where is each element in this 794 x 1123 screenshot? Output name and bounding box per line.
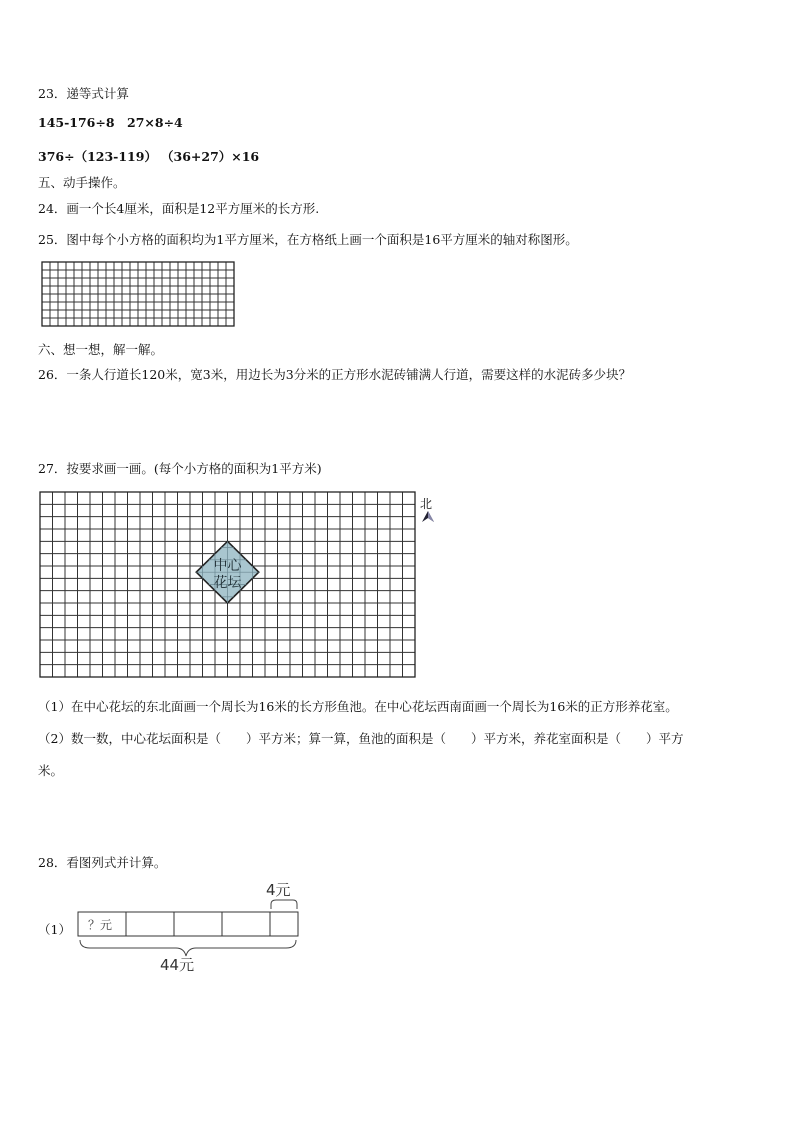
q23-title: 23．递等式计算 bbox=[38, 86, 129, 101]
section-5-heading: 五、动手操作。 bbox=[38, 175, 126, 190]
q27-title: 27．按要求画一画。(每个小方格的面积为1平方米) bbox=[38, 461, 322, 476]
north-arrow-icon bbox=[421, 511, 435, 523]
flowerbed-label-line-1: 中心 bbox=[213, 558, 242, 575]
flowerbed-label-line-2: 花坛 bbox=[213, 575, 242, 592]
q27-grid-paper[interactable] bbox=[40, 492, 420, 682]
q27-part-2: （2）数一数，中心花坛面积是（ ）平方米；算一算，鱼池的面积是（ ）平方米，养花室面积是（ ）平方 bbox=[38, 731, 684, 746]
total-amount-label: 44元 bbox=[160, 956, 195, 974]
q23-expression-1: 145-176÷8 bbox=[38, 115, 115, 130]
q28-title: 28．看图列式并计算。 bbox=[38, 855, 167, 870]
unknown-amount-label: ？元 bbox=[88, 918, 113, 932]
q27-part-1: （1）在中心花坛的东北面画一个周长为16米的长方形鱼池。在中心花坛西南面画一个周长为16米的正方形养花室。 bbox=[38, 699, 678, 714]
q27-part-2-end: 米。 bbox=[38, 763, 64, 778]
north-label: 北 bbox=[420, 497, 433, 511]
section-6-heading: 六、想一想，解一解。 bbox=[38, 342, 164, 357]
q24-text: 24．画一个长4厘米，面积是12平方厘米的长方形. bbox=[38, 201, 320, 216]
q25-text: 25．图中每个小方格的面积均为1平方厘米，在方格纸上画一个面积是16平方厘米的轴对称图形。 bbox=[38, 232, 578, 247]
q23-expression-4: （36+27）×16 bbox=[161, 149, 260, 164]
q28-part-label: （1） bbox=[38, 922, 71, 937]
q23-expression-3: 376÷（123-119） bbox=[38, 149, 157, 164]
remainder-amount-label: 4元 bbox=[266, 881, 291, 899]
q28-segment-diagram bbox=[76, 880, 306, 972]
q26-text: 26．一条人行道长120米，宽3米，用边长为3分米的正方形水泥砖铺满人行道，需要这样的水泥砖多少块？ bbox=[38, 367, 632, 382]
q23-expression-2: 27×8÷4 bbox=[127, 115, 183, 130]
q25-grid-paper[interactable] bbox=[42, 262, 234, 326]
